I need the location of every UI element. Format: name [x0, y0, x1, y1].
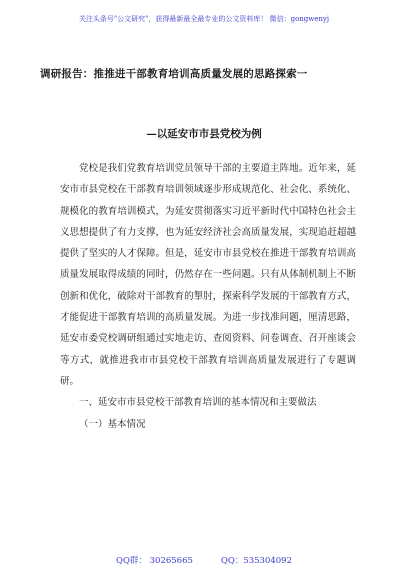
section-heading: 一、延安市市县党校干部教育培训的基本情况和主要做法 [79, 397, 317, 409]
footer-qq: QQ：535304092 [220, 556, 292, 566]
footer-qq-group: QQ群： 30265665 [115, 556, 193, 566]
paragraph-intro: 党校是我们党教育培训党员领导干部的主要道主阵地。近年来，延安市市县党校在干部教育培训领域逐步形成规范化、社会化、系统化、规模化的教育培训模式，为延安贯彻落实习近平新时代中国特色社会主义思想提供了有力支撑，也为延安经济社会高质量发展，实现追赶超越提供了坚实的人才保障。但是，延安市市县党校在推进干部教育培训高质量发展取得成绩的同时，仍然存在一些问题。只有从体制机制上不断创新和优化，破除对干部教育的掣肘，探索科学发展的干部教育方式，才能促进干部教育培训的高质量发展。为进一步找准问题，厘清思路，延安市委党校调研组通过实地走访、查阅资料、问卷调查、召开座谈会等方式，就推进我市市县党校干部教育培训高质量发展进行了专题调研。 [60, 163, 356, 387]
header-notice: 关注头条号"公文研究"，获得最新最全最专业的公文资料库！ 微信：gongwenyj [78, 15, 330, 23]
document-subtitle: —以延安市市县党校为例 [146, 128, 262, 140]
document-title: 调研报告：推推进干部教育培训高质量发展的思路探索一 [40, 68, 308, 80]
footer [0, 554, 408, 566]
subsection-heading: （一）基本情况 [79, 418, 146, 430]
document-body [60, 158, 356, 435]
